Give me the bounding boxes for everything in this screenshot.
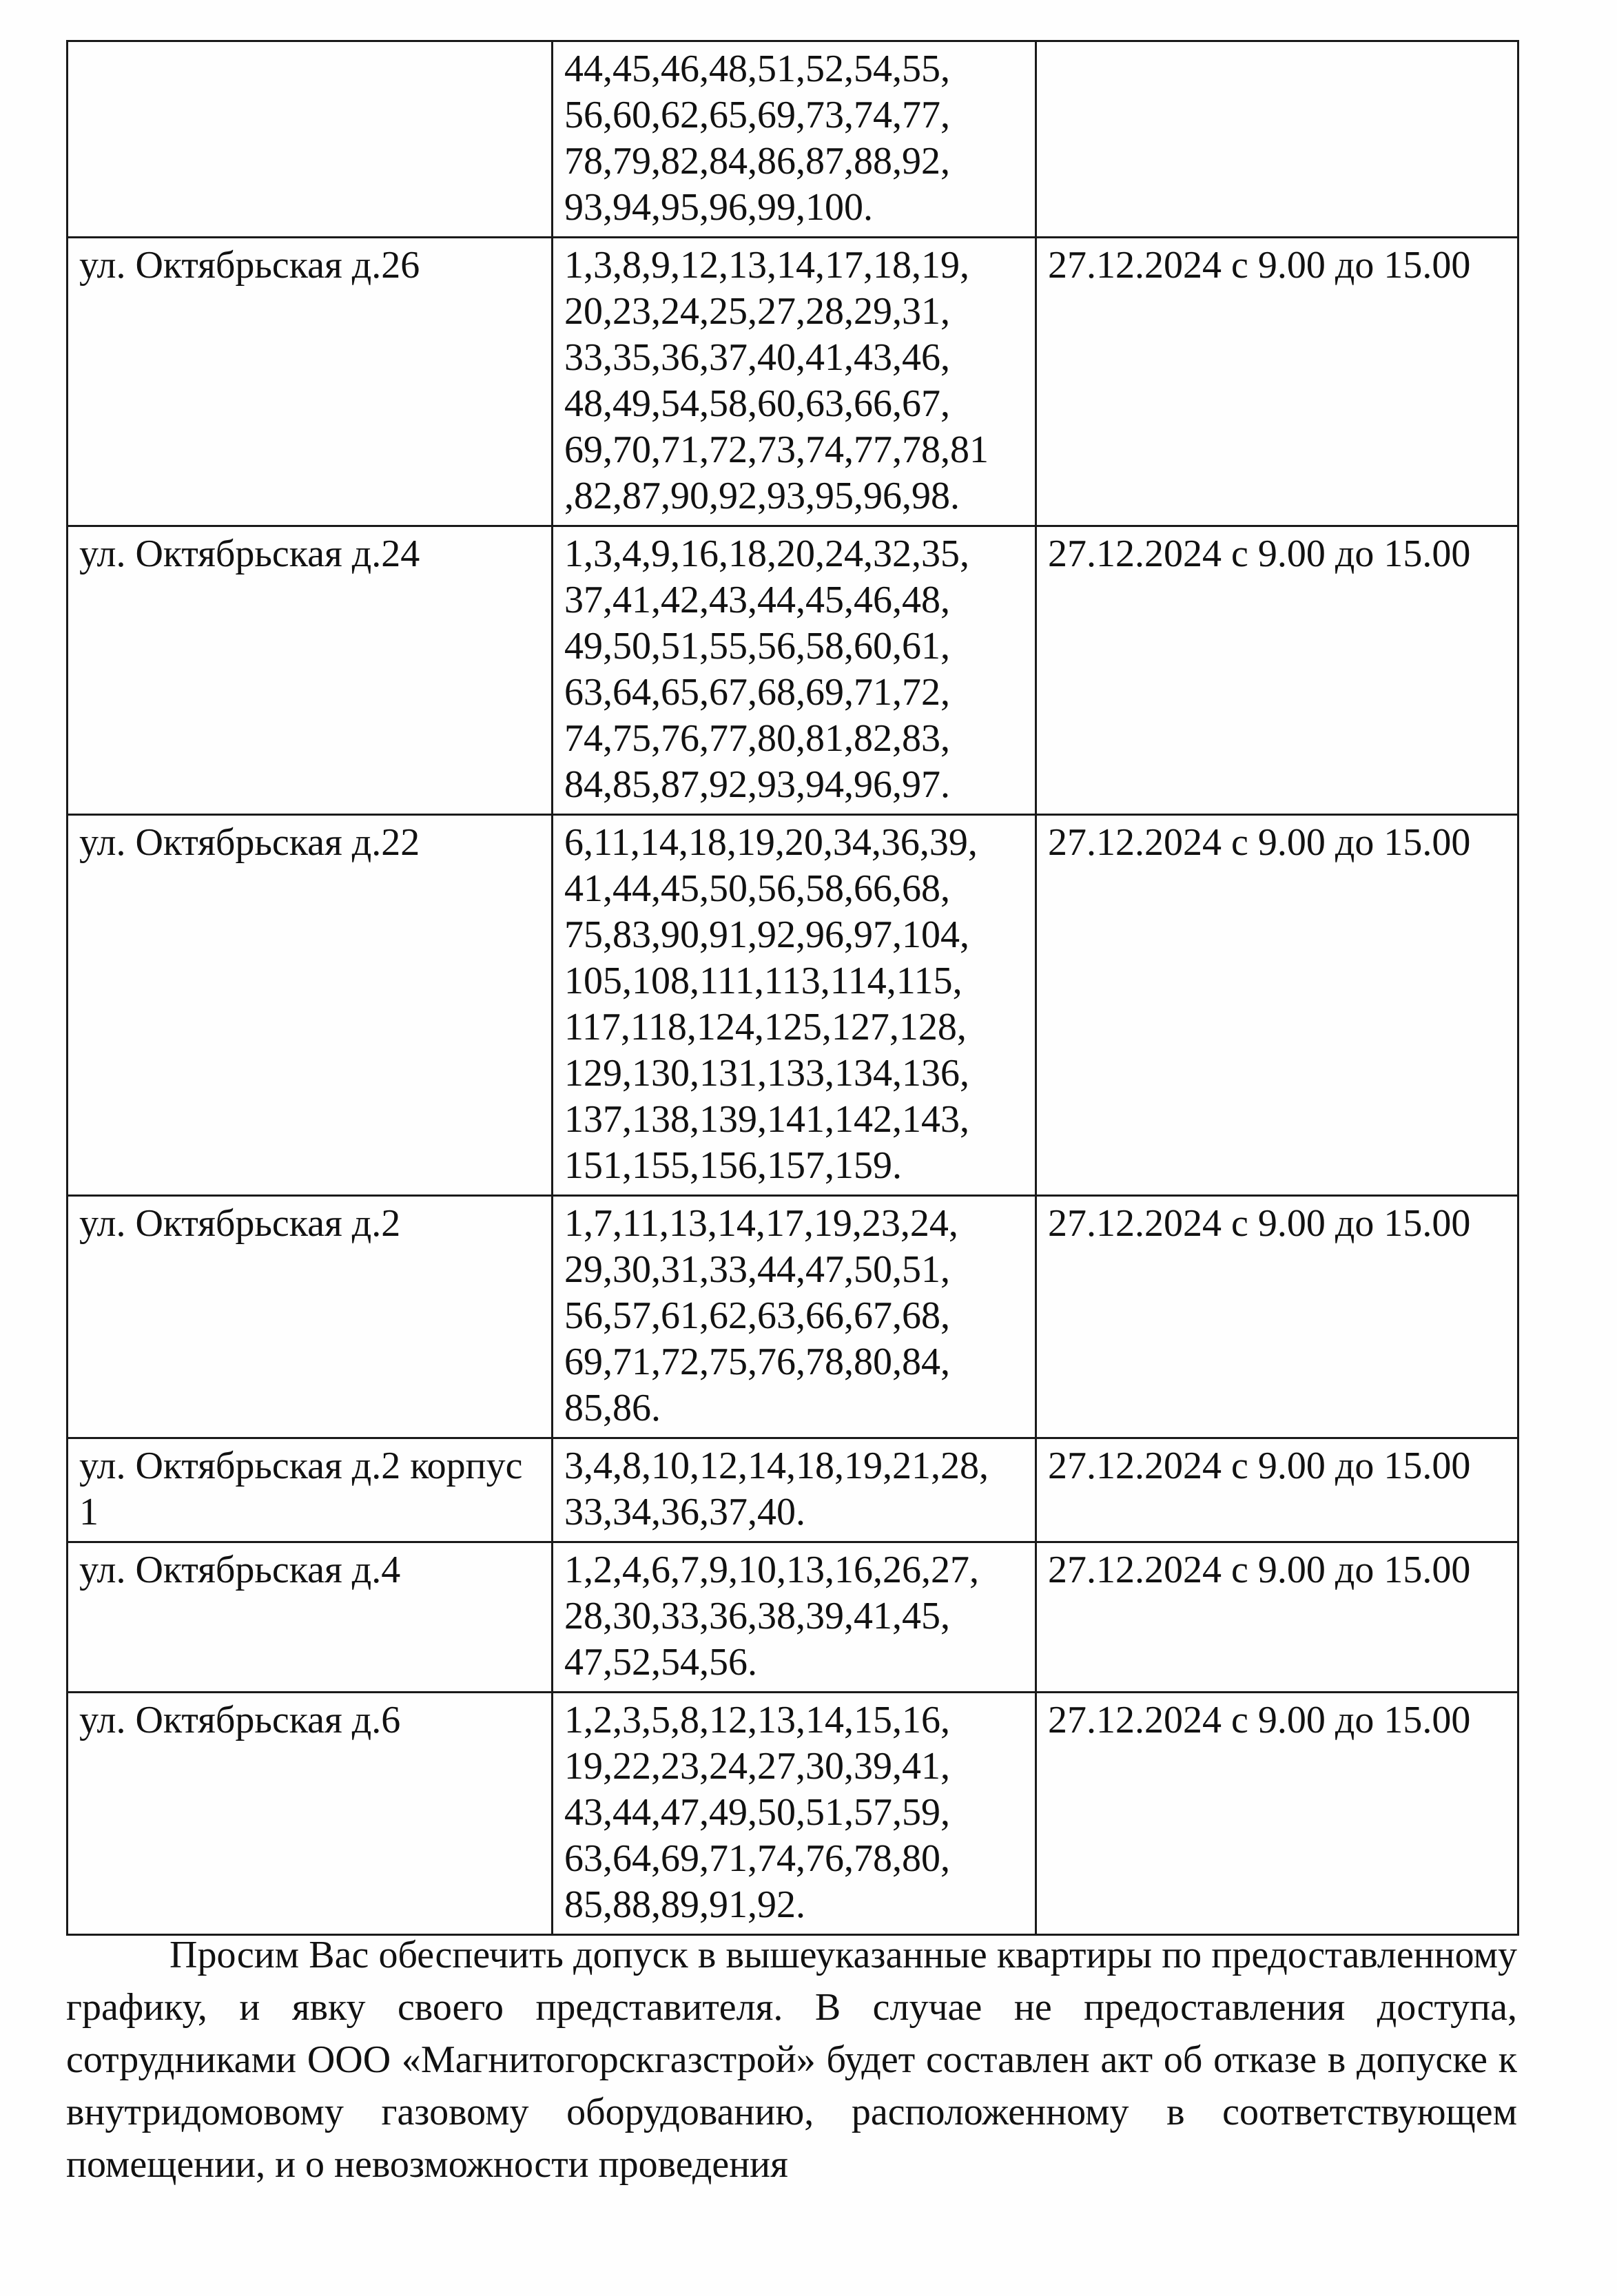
body-paragraph: Просим Вас обеспечить допуск в вышеуказанные квартиры по предоставленному графику, и явку своего представителя. В случае не предоставления доступа, сотрудниками ООО «Магнитогорскгазстрой» будет составлен акт об отказе в допуске к внутридомовому газовому оборудованию, расположенному в соответствующем помещении, и о невозможности проведения: [66, 1934, 1517, 2186]
date-cell: 27.12.2024 с 9.00 до 15.00: [1036, 1196, 1518, 1438]
apartments-cell: 1,3,4,9,16,18,20,24,32,35, 37,41,42,43,44,45,46,48, 49,50,51,55,56,58,60,61, 63,64,65,67,68,69,71,72, 74,75,76,77,80,81,82,83, 84,85,87,92,93,94,96,97.: [553, 526, 1036, 815]
address-cell: ул. Октябрьская д.2 корпус 1: [68, 1438, 553, 1542]
schedule-table: [66, 40, 1519, 1936]
date-cell: 27.12.2024 с 9.00 до 15.00: [1036, 526, 1518, 815]
apartments-cell: 3,4,8,10,12,14,18,19,21,28, 33,34,36,37,40.: [553, 1438, 1036, 1542]
table-row: [68, 1196, 1518, 1438]
date-cell: 27.12.2024 с 9.00 до 15.00: [1036, 1438, 1518, 1542]
address-cell: ул. Октябрьская д.22: [68, 815, 553, 1196]
address-cell: ул. Октябрьская д.2: [68, 1196, 553, 1438]
table-row: [68, 41, 1518, 238]
table-row: [68, 1438, 1518, 1542]
address-cell: [68, 41, 553, 238]
apartments-cell: 1,2,4,6,7,9,10,13,16,26,27, 28,30,33,36,38,39,41,45, 47,52,54,56.: [553, 1542, 1036, 1693]
table-row: [68, 815, 1518, 1196]
apartments-cell: 1,3,8,9,12,13,14,17,18,19, 20,23,24,25,27,28,29,31, 33,35,36,37,40,41,43,46, 48,49,54,58,60,63,66,67, 69,70,71,72,73,74,77,78,81 ,82,87,90,92,93,95,96,98.: [553, 238, 1036, 526]
date-cell: 27.12.2024 с 9.00 до 15.00: [1036, 238, 1518, 526]
address-cell: ул. Октябрьская д.6: [68, 1693, 553, 1935]
address-cell: ул. Октябрьская д.4: [68, 1542, 553, 1693]
table-row: [68, 238, 1518, 526]
apartments-cell: 44,45,46,48,51,52,54,55, 56,60,62,65,69,73,74,77, 78,79,82,84,86,87,88,92, 93,94,95,96,99,100.: [553, 41, 1036, 238]
apartments-cell: 1,7,11,13,14,17,19,23,24, 29,30,31,33,44,47,50,51, 56,57,61,62,63,66,67,68, 69,71,72,75,76,78,80,84, 85,86.: [553, 1196, 1036, 1438]
date-cell: 27.12.2024 с 9.00 до 15.00: [1036, 1693, 1518, 1935]
table-row: [68, 1693, 1518, 1935]
apartments-cell: 1,2,3,5,8,12,13,14,15,16, 19,22,23,24,27,30,39,41, 43,44,47,49,50,51,57,59, 63,64,69,71,74,76,78,80, 85,88,89,91,92.: [553, 1693, 1036, 1935]
apartments-cell: 6,11,14,18,19,20,34,36,39, 41,44,45,50,56,58,66,68, 75,83,90,91,92,96,97,104, 105,108,111,113,114,115, 117,118,124,125,127,128, 129,130,131,133,134,136, 137,138,139,141,142,143, 151,155,156,157,159.: [553, 815, 1036, 1196]
date-cell: [1036, 41, 1518, 238]
address-cell: ул. Октябрьская д.26: [68, 238, 553, 526]
date-cell: 27.12.2024 с 9.00 до 15.00: [1036, 815, 1518, 1196]
table-row: [68, 526, 1518, 815]
table-row: [68, 1542, 1518, 1693]
address-cell: ул. Октябрьская д.24: [68, 526, 553, 815]
date-cell: 27.12.2024 с 9.00 до 15.00: [1036, 1542, 1518, 1693]
